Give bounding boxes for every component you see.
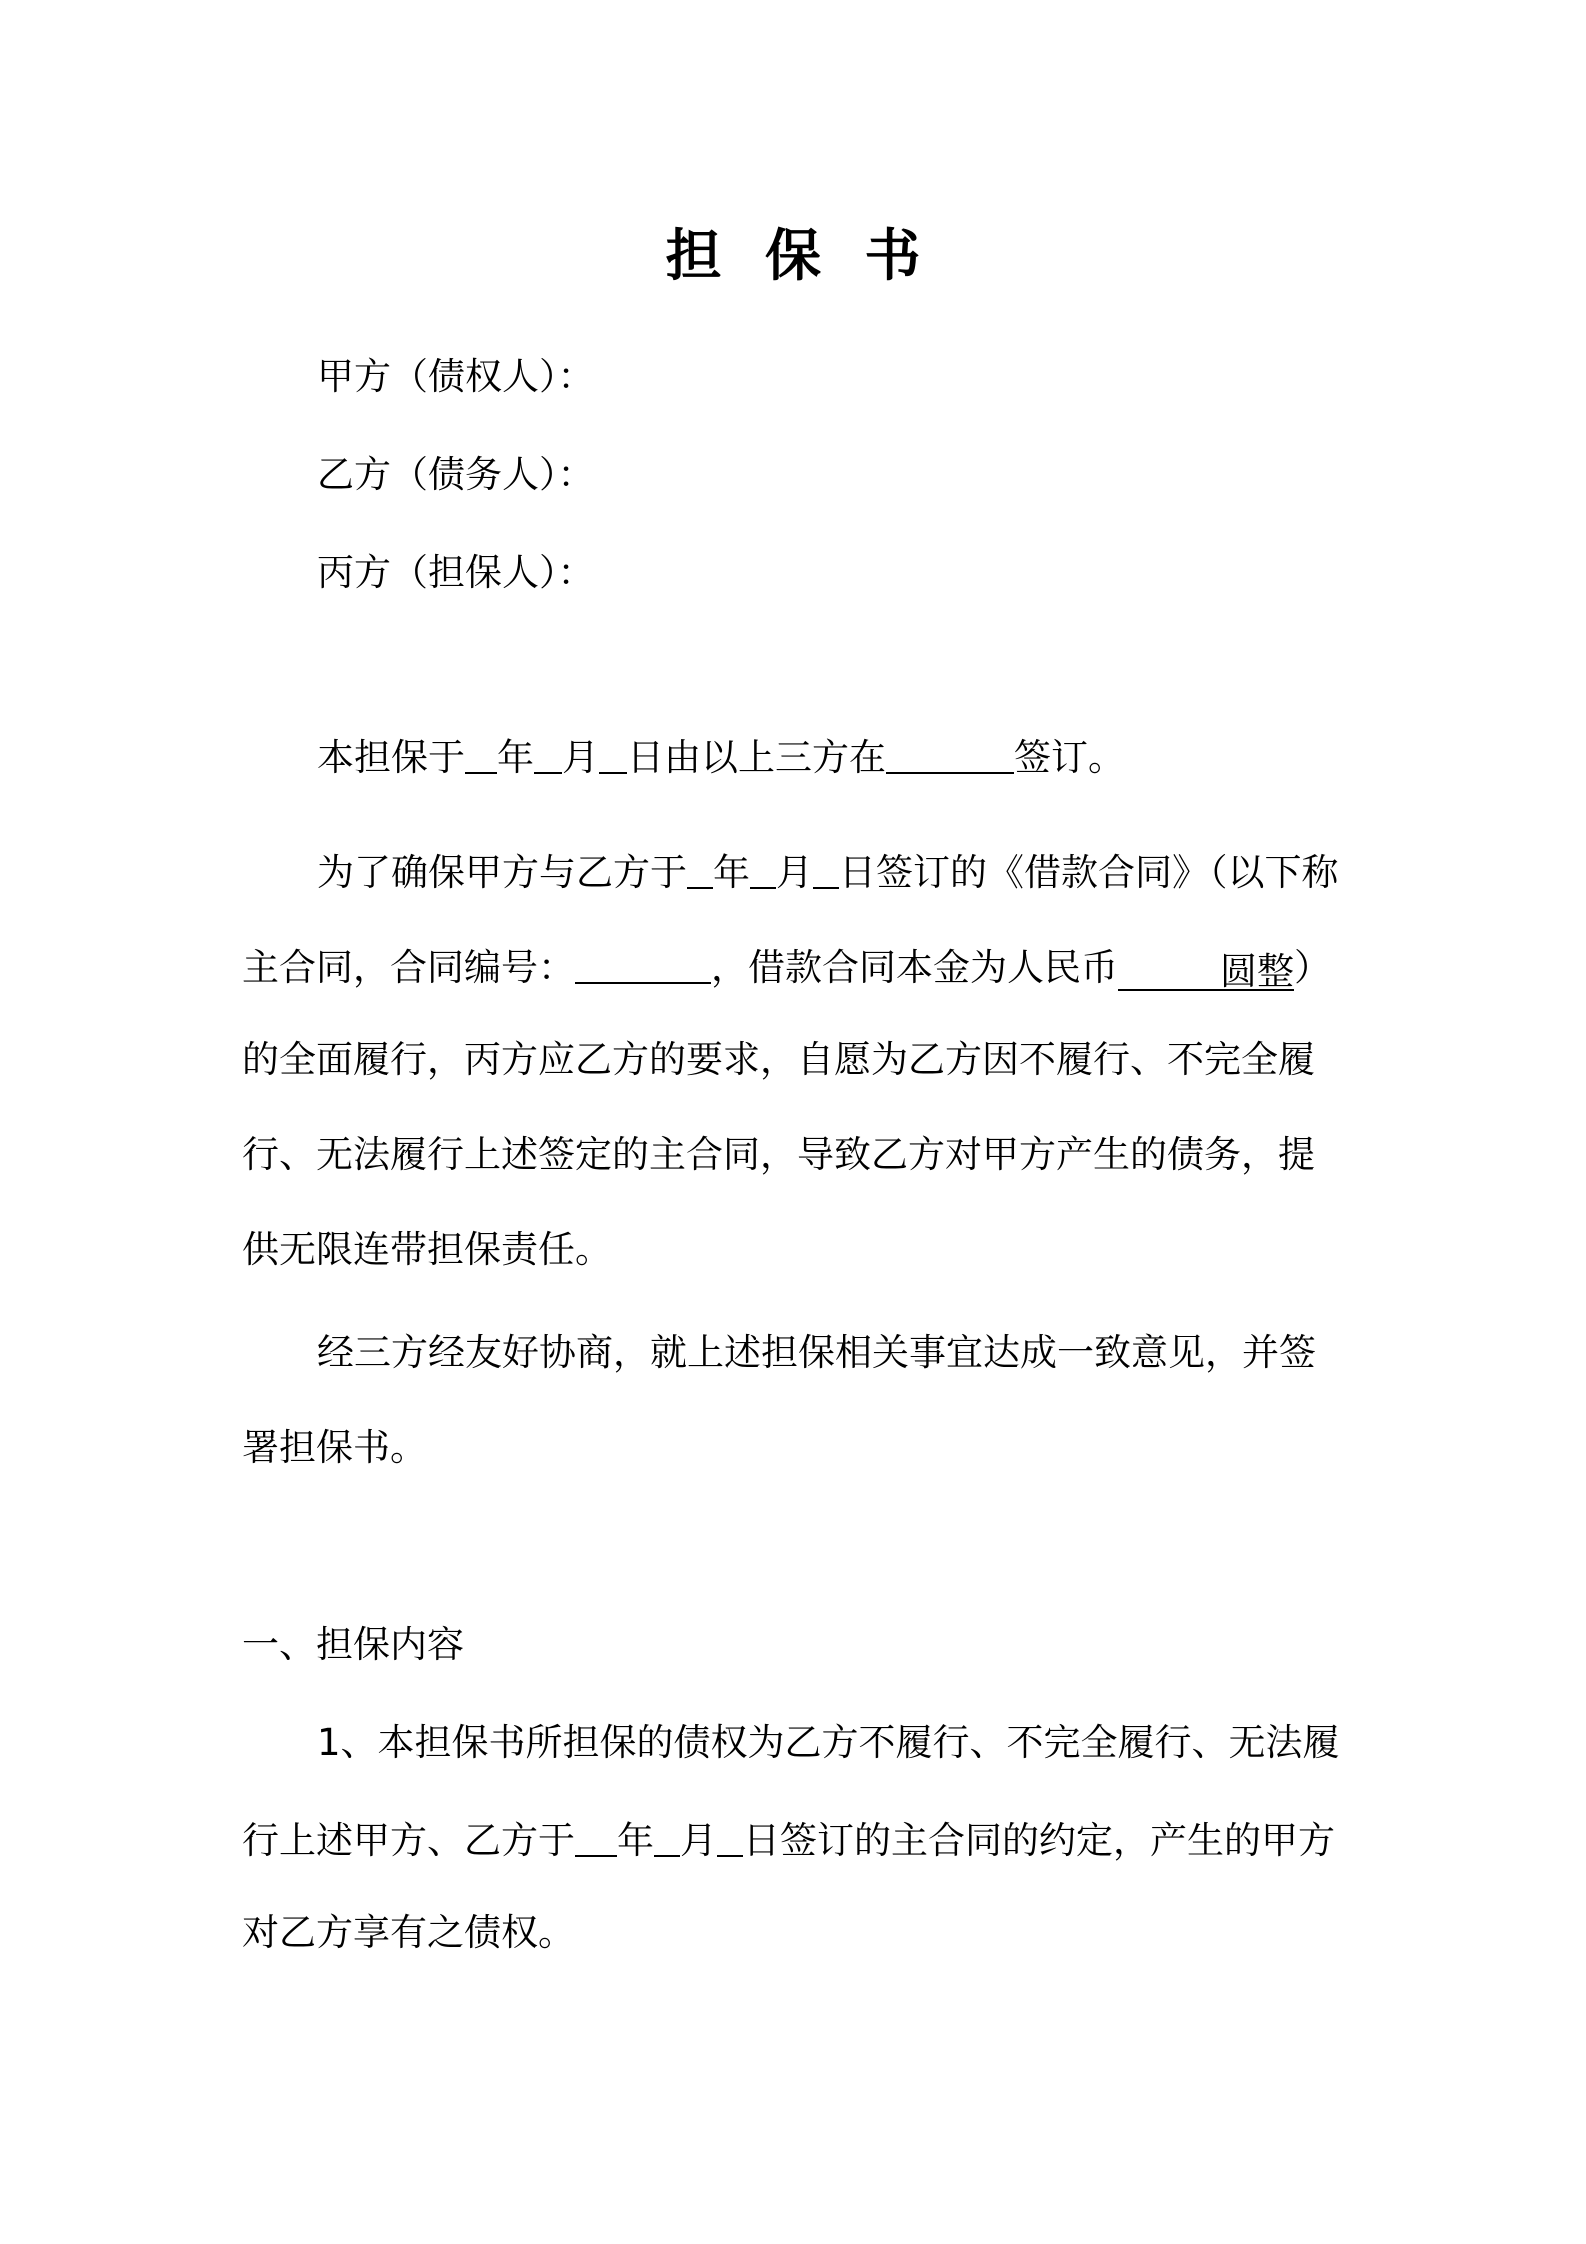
paragraph-line <box>242 940 1352 993</box>
text-segment: 行上述甲方、乙方于 <box>242 1819 575 1862</box>
text-segment: 月 <box>562 736 599 779</box>
text-segment: 日签订的《借款合同》（以下称 <box>839 851 1339 894</box>
paragraph-line <box>242 1813 1352 1866</box>
text-segment: 本担保于 <box>317 736 465 779</box>
blank-field <box>687 845 713 889</box>
contract-number-blank <box>575 940 711 984</box>
document-title <box>0 222 1586 292</box>
paragraph-line: 的全面履行，丙方应乙方的要求，自愿为乙方因不履行、不完全履 <box>242 1038 1315 1081</box>
blank-field <box>534 730 562 774</box>
blank-field <box>465 730 497 774</box>
text-segment: 月 <box>680 1819 717 1862</box>
paragraph-line <box>317 845 1352 898</box>
paragraph-line: 经三方经友好协商，就上述担保相关事宜达成一致意见，并签 <box>317 1331 1316 1374</box>
amount-blank <box>1118 947 1294 991</box>
signing-paragraph <box>317 730 1352 783</box>
title-char: 担 <box>665 224 722 289</box>
section-heading: 一、担保内容 <box>242 1623 464 1666</box>
blank-field <box>813 845 839 889</box>
text-segment: 年 <box>497 736 534 779</box>
text-segment: ，借款合同本金为人民币 <box>711 946 1118 989</box>
text-segment: 年 <box>713 851 750 894</box>
paragraph-line: 1、本担保书所担保的债权为乙方不履行、不完全履行、无法履 <box>317 1721 1340 1764</box>
party-a-line: 甲方（债权人）： <box>317 355 595 398</box>
blank-field <box>717 1813 743 1857</box>
amount-unit: 圆整 <box>1220 950 1294 993</box>
title-char: 书 <box>864 224 921 289</box>
paragraph-line: 署担保书。 <box>242 1426 427 1469</box>
party-c-line: 丙方（担保人）： <box>317 551 595 594</box>
text-segment: 为了确保甲方与乙方于 <box>317 851 687 894</box>
blank-field <box>750 845 776 889</box>
paragraph-line: 对乙方享有之债权。 <box>242 1911 575 1954</box>
blank-field <box>886 730 1014 774</box>
paragraph-line: 行、无法履行上述签定的主合同，导致乙方对甲方产生的债务，提 <box>242 1133 1315 1176</box>
text-segment: 年 <box>617 1819 654 1862</box>
blank-field <box>575 1813 617 1857</box>
title-char: 保 <box>765 224 821 289</box>
text-segment: 月 <box>776 851 813 894</box>
blank-field <box>599 730 627 774</box>
text-segment: 日由以上三方在 <box>627 736 886 779</box>
paragraph-line: 供无限连带担保责任。 <box>242 1228 612 1271</box>
text-segment: 日签订的主合同的约定，产生的甲方 <box>743 1819 1335 1862</box>
text-segment: 签订。 <box>1014 736 1125 779</box>
party-b-line: 乙方（债务人）： <box>317 453 595 496</box>
text-segment: 主合同，合同编号： <box>242 946 575 989</box>
text-segment: ） <box>1294 946 1331 989</box>
blank-field <box>654 1813 680 1857</box>
